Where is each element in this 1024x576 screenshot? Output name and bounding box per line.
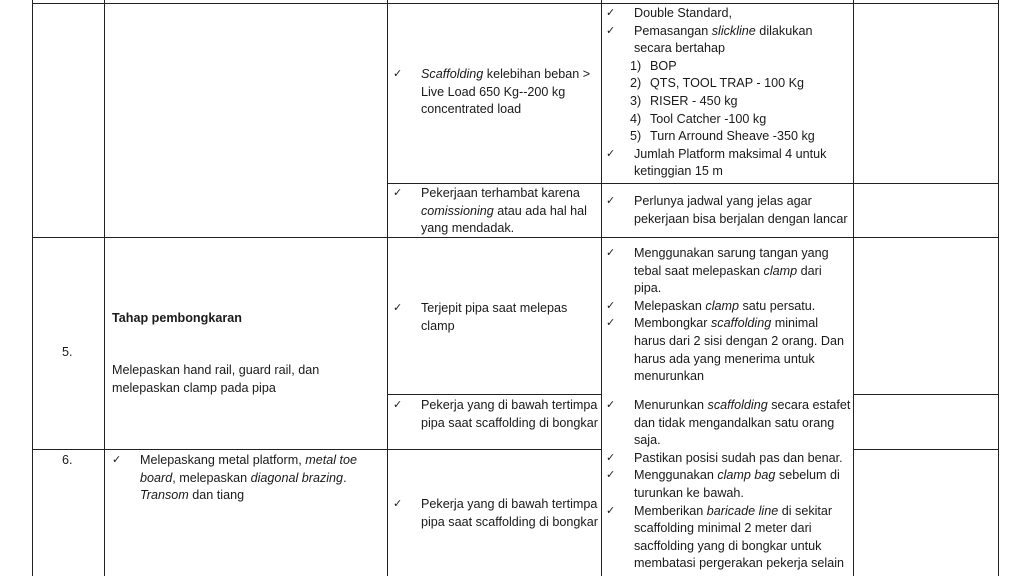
control-text: Memberikan baricade line di sekitar scaffolding minimal 2 meter dari sacffolding yang di bongkar untuk membatasi pergerakan pekerja selain (634, 503, 845, 571)
check-icon: ✓ (606, 399, 616, 411)
control-text: Double Standard, (634, 6, 733, 20)
sublist-text: Tool Catcher -100 kg (650, 111, 767, 126)
check-icon: ✓ (606, 7, 616, 19)
hazard-text: Pekerja yang di bawah tertimpa pipa saat scaffolding di bongkar (421, 497, 598, 529)
sublist-number: 2) (630, 76, 642, 91)
check-icon: ✓ (393, 399, 403, 411)
check-icon: ✓ (393, 68, 403, 80)
hazard-item (393, 496, 598, 531)
hazard-text: Scaffolding kelebihan beban > Live Load 650 Kg--200 kg concentrated load (421, 67, 591, 117)
row-divider-c (387, 394, 602, 395)
sublist-text: Turn Arround Sheave -350 kg (650, 129, 815, 144)
control-text: Pemasangan slickline dilakukan secara bertahap (634, 23, 813, 56)
table-border-col1 (104, 0, 105, 576)
sublist-item (630, 93, 851, 111)
stage-title: Tahap pembongkaran (112, 311, 242, 325)
check-icon: ✓ (606, 504, 616, 517)
row-divider-d2 (853, 449, 999, 450)
check-icon: ✓ (393, 187, 403, 199)
sublist-item (630, 58, 851, 76)
control-item (606, 5, 851, 23)
control-cell (606, 5, 851, 181)
hazard-item (393, 300, 598, 335)
stage-description: Melepaskan hand rail, guard rail, dan melepaskan clamp pada pipa (112, 363, 320, 395)
stage-cell (112, 452, 377, 505)
hazard-item (393, 397, 598, 432)
control-text: Jumlah Platform maksimal 4 untuk ketinggian 15 m (634, 146, 827, 179)
control-item (606, 245, 851, 298)
sublist-text: QTS, TOOL TRAP - 100 Kg (650, 76, 804, 91)
control-item (606, 450, 851, 468)
check-icon: ✓ (606, 247, 616, 259)
sublist-number: 5) (630, 129, 642, 144)
sublist-number: 1) (630, 58, 642, 73)
control-item (606, 315, 851, 385)
check-icon: ✓ (393, 498, 403, 510)
control-cell (606, 245, 851, 386)
control-text: Menggunakan clamp bag sebelum di turunkan ke bawah. (634, 468, 840, 500)
control-item (606, 146, 851, 181)
hazard-cell (393, 66, 598, 119)
control-text: Membongkar scaffolding minimal harus dari 2 sisi dengan 2 orang. Dan harus ada yang menerima untuk menurunkan (634, 316, 845, 384)
check-icon: ✓ (606, 469, 616, 482)
control-item (606, 397, 851, 450)
table-border-col4 (853, 0, 854, 576)
hazard-item (393, 66, 598, 119)
table-border-left (32, 0, 33, 576)
control-item (606, 298, 851, 316)
row-number: 6. (62, 453, 73, 467)
sublist-number: 3) (630, 93, 642, 108)
check-icon: ✓ (606, 195, 616, 207)
hazard-item (393, 185, 598, 238)
table-border-top (32, 3, 999, 4)
table-border-col2 (387, 0, 388, 576)
control-item (606, 23, 851, 58)
numbered-sublist (606, 58, 851, 146)
table-border-right (998, 0, 999, 576)
control-item (606, 467, 851, 502)
sublist-item (630, 75, 851, 93)
check-icon: ✓ (606, 317, 616, 330)
control-cell (606, 193, 851, 228)
sublist-item (630, 111, 851, 129)
row-divider-c2 (853, 394, 999, 395)
sublist-item (630, 128, 851, 146)
control-text: Menggunakan sarung tangan yang tebal saat melepaskan clamp dari pipa. (634, 246, 829, 296)
table-border-col3 (601, 0, 602, 576)
check-icon: ✓ (606, 147, 616, 160)
hazard-text: Terjepit pipa saat melepas clamp (421, 301, 568, 333)
hazard-cell (393, 496, 598, 531)
check-icon: ✓ (112, 454, 122, 466)
stage-text: Melepaskang metal platform, metal toe board, melepaskan diagonal brazing. Transom dan tiang (140, 453, 358, 503)
control-text: Pastikan posisi sudah pas dan benar. (634, 450, 843, 465)
hazard-text: Pekerja yang di bawah tertimpa pipa saat scaffolding di bongkar (421, 398, 598, 430)
check-icon: ✓ (393, 302, 403, 314)
control-text: Perlunya jadwal yang jelas agar pekerjaan bisa berjalan dengan lancar (634, 194, 848, 226)
row-divider-d (32, 449, 602, 450)
hazard-cell (393, 397, 598, 432)
sublist-text: BOP (650, 58, 677, 73)
row-number: 5. (62, 345, 73, 359)
hazard-cell (393, 300, 598, 335)
stage-item (112, 452, 377, 505)
row-divider-a (387, 183, 999, 184)
control-item (606, 193, 851, 228)
check-icon: ✓ (606, 299, 616, 312)
hazard-cell (393, 185, 598, 238)
hazard-text: Pekerjaan terhambat karena comissioning atau ada hal hal yang mendadak. (421, 186, 587, 236)
check-icon: ✓ (606, 451, 616, 464)
sublist-text: RISER - 450 kg (650, 93, 738, 108)
control-item (606, 503, 851, 573)
control-text: Menurunkan scaffolding secara estafet dan tidak mengandalkan satu orang saja. (634, 398, 851, 448)
check-icon: ✓ (606, 24, 616, 37)
control-cell (606, 397, 851, 573)
sublist-number: 4) (630, 111, 642, 126)
control-text: Melepaskan clamp satu persatu. (634, 298, 816, 313)
